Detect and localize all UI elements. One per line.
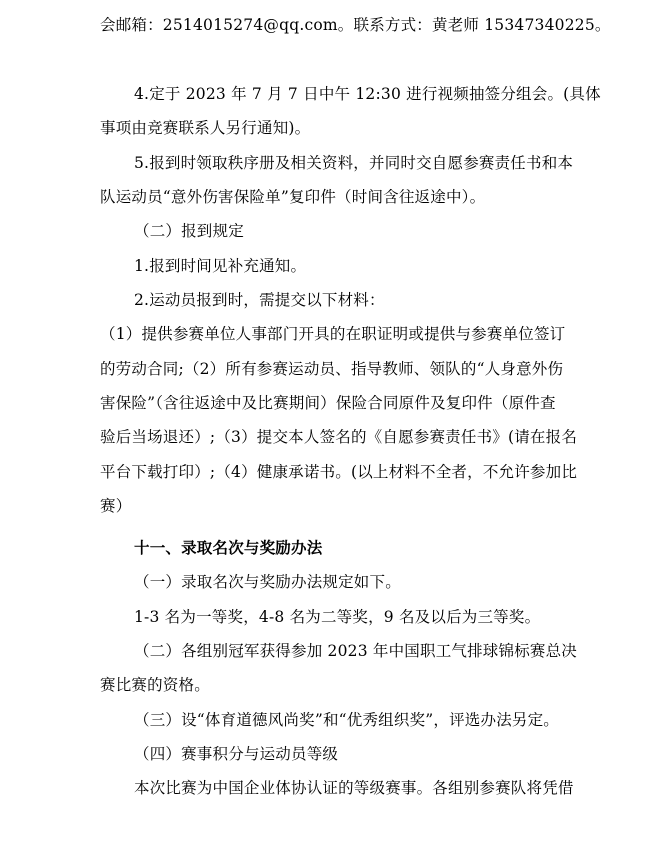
text-line-9: （1）提供参赛单位人事部门开具的在职证明或提供与参赛单位签订 (100, 325, 566, 343)
text-line-18: （二）各组别冠军获得参加 2023 年中国职工气排球锦标赛总决 (134, 642, 578, 660)
section-heading-awards: 十一、录取名次与奖励办法 (134, 539, 323, 557)
text-line-3: 事项由竞赛联系人另行通知)。 (100, 119, 311, 137)
text-line-13: 平台下载打印）;（4）健康承诺书。(以上材料不全者，不允许参加比 (100, 463, 578, 481)
text-line-21: （四）赛事积分与运动员等级 (134, 745, 339, 763)
text-line-19: 赛比赛的资格。 (100, 676, 210, 694)
text-line-7: 1.报到时间见补充通知。 (134, 257, 307, 275)
text-line-5: 队运动员“意外伤害保险单”复印件（时间含往返途中）。 (100, 188, 486, 206)
text-line-16: （一）录取名次与奖励办法规定如下。 (134, 573, 401, 591)
text-line-10: 的劳动合同;（2）所有参赛运动员、指导教师、领队的“人身意外伤 (100, 360, 564, 378)
text-line-17: 1-3 名为一等奖，4-8 名为二等奖，9 名及以后为三等奖。 (134, 608, 541, 626)
text-line-12: 验后当场退还）;（3）提交本人签名的《自愿参赛责任书》(请在报名 (100, 428, 578, 446)
text-line-22: 本次比赛为中国企业体协认证的等级赛事。各组别参赛队将凭借 (134, 779, 574, 797)
text-line-20: （三）设“体育道德风尚奖”和“优秀组织奖”，评选办法另定。 (134, 711, 559, 729)
text-line-1: 会邮箱：2514015274@qq.com。联系方式：黄老师 15347340225。 (100, 16, 611, 34)
text-line-8: 2.运动员报到时，需提交以下材料： (134, 291, 385, 309)
text-line-4: 5.报到时领取秩序册及相关资料，并同时交自愿参赛责任书和本 (134, 154, 574, 172)
text-line-2: 4.定于 2023 年 7 月 7 日中午 12:30 进行视频抽签分组会。(具体 (134, 85, 601, 103)
text-line-11: 害保险”（含往返途中及比赛期间）保险合同原件及复印件（原件查 (100, 394, 556, 412)
text-line-14: 赛） (100, 497, 132, 515)
section-subheading-registration: （二）报到规定 (134, 222, 244, 240)
